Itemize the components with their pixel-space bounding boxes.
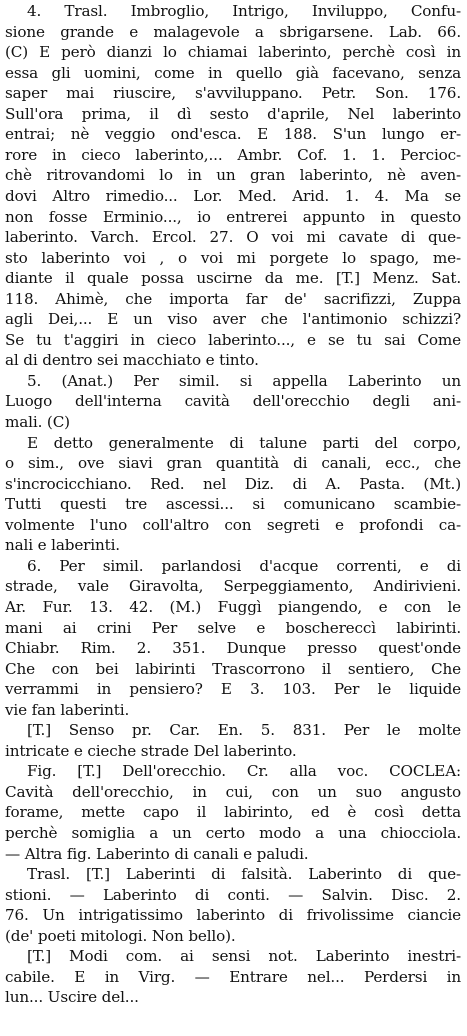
text-line: mani ai crini Per selve e boschereccì labirinti. bbox=[5, 618, 461, 637]
text-line: Chiabr. Rim. 2. 351. Dunque presso quest'onde bbox=[5, 639, 461, 658]
text-line: nali e laberinti. bbox=[5, 536, 120, 555]
text-line: sione grande e malagevole a sbrigarsene. Lab. 66. bbox=[5, 22, 461, 41]
text-line: Trasl. [T.] Laberinti di falsità. Laberinto di que- bbox=[27, 865, 461, 884]
text-line: volmente l'uno coll'altro con segreti e profondi ca- bbox=[5, 515, 461, 534]
text-line: 4. Trasl. Imbroglio, Intrigo, Inviluppo, Confu- bbox=[27, 2, 461, 20]
text-line: sto laberinto voi , o voi mi porgete lo spago, me- bbox=[5, 248, 461, 267]
text-line: Cavità dell'orecchio, in cui, con un suo angusto bbox=[5, 782, 461, 801]
text-line: Che con bei labirinti Trascorrono il sentiero, Che bbox=[5, 659, 461, 678]
text-line: (C) E però dianzi lo chiamai laberinto, perchè così in bbox=[5, 43, 461, 62]
text-line: — Altra fig. Laberinto di canali e paludi. bbox=[5, 844, 309, 863]
text-line: dovi Altro rimedio... Lor. Med. Arid. 1. 4. Ma se bbox=[5, 186, 461, 205]
text-line: strade, vale Giravolta, Serpeggiamento, Andirivieni. bbox=[5, 577, 461, 596]
text-line: E detto generalmente di talune parti del corpo, bbox=[27, 433, 461, 452]
text-line: entrai; nè veggio ond'esca. E 188. S'un lungo er- bbox=[5, 125, 461, 144]
text-line: Tutti questi tre ascessi... si comunicano scambie- bbox=[5, 495, 461, 514]
text-line: laberinto. Varch. Ercol. 27. O voi mi cavate di que- bbox=[5, 228, 461, 247]
text-line: saper mai riuscire, s'avviluppano. Petr. Son. 176. bbox=[5, 84, 461, 103]
text-line: 5. (Anat.) Per simil. si appella Laberinto un bbox=[27, 371, 461, 390]
text-line: Sull'ora prima, il dì sesto d'aprile, Nel laberinto bbox=[5, 104, 461, 123]
text-line: [T.] Modi com. ai sensi not. Laberinto inestri- bbox=[27, 947, 461, 966]
text-line: non fosse Erminio..., io entrerei appunto in questo bbox=[5, 207, 461, 226]
text-line: [T.] Senso pr. Car. En. 5. 831. Per le molte bbox=[27, 721, 461, 740]
text-line: s'incrocicchiano. Red. nel Diz. di A. Pasta. (Mt.) bbox=[5, 474, 461, 493]
text-line: 6. Per simil. parlandosi d'acque correnti, e di bbox=[27, 556, 461, 575]
text-line: Fig. [T.] Dell'orecchio. Cr. alla voc. COCLEA: bbox=[27, 762, 461, 781]
text-line: 76. Un intrigatissimo laberinto di frivolissime ciancie bbox=[5, 906, 461, 925]
text-line: mali. (C) bbox=[5, 413, 70, 431]
text-line: 118. Ahimè, che importa far de' sacrifizzi, Zuppa bbox=[5, 289, 461, 308]
text-line: lun... Uscire del... bbox=[5, 988, 139, 1007]
text-line: rore in cieco laberinto,... Ambr. Cof. 1. 1. Percioc- bbox=[5, 145, 461, 164]
text-line: (de' poeti mitologi. Non bello). bbox=[5, 926, 236, 945]
text-line: intricate e cieche strade Del laberinto. bbox=[5, 741, 297, 760]
text-line: cabile. E in Virg. — Entrare nel... Perdersi in bbox=[5, 967, 461, 986]
text-line: perchè somiglia a un certo modo a una chiocciola. bbox=[5, 824, 461, 842]
text-line: diante il quale possa uscirne da me. [T.] Menz. Sat. bbox=[5, 269, 461, 288]
text-line: Ar. Fur. 13. 42. (M.) Fuggì piangendo, e con le bbox=[5, 597, 461, 616]
text-line: stioni. — Laberinto di conti. — Salvin. Disc. 2. bbox=[5, 885, 461, 904]
text-line: verrammi in pensiero? E 3. 103. Per le liquide bbox=[5, 680, 461, 699]
text-line: Luogo dell'interna cavità dell'orecchio degli ani- bbox=[5, 392, 461, 411]
text-line: agli Dei,... E un viso aver che l'antimonio schizzi? bbox=[5, 310, 461, 329]
text-line: essa gli uomini, come in quello già facevano, senza bbox=[5, 63, 461, 82]
text-line: forame, mette capo il labirinto, ed è così detta bbox=[5, 803, 461, 822]
text-line: Se tu t'aggiri in cieco laberinto..., e se tu sai Come bbox=[5, 330, 461, 349]
text-line: o sim., ove siavi gran quantità di canali, ecc., che bbox=[5, 454, 461, 473]
text-line: vie fan laberinti. bbox=[5, 700, 130, 719]
text-line: al di dentro sei macchiato e tinto. bbox=[5, 351, 259, 370]
text-line: chè ritrovandomi lo in un gran laberinto, nè aven- bbox=[5, 166, 461, 185]
